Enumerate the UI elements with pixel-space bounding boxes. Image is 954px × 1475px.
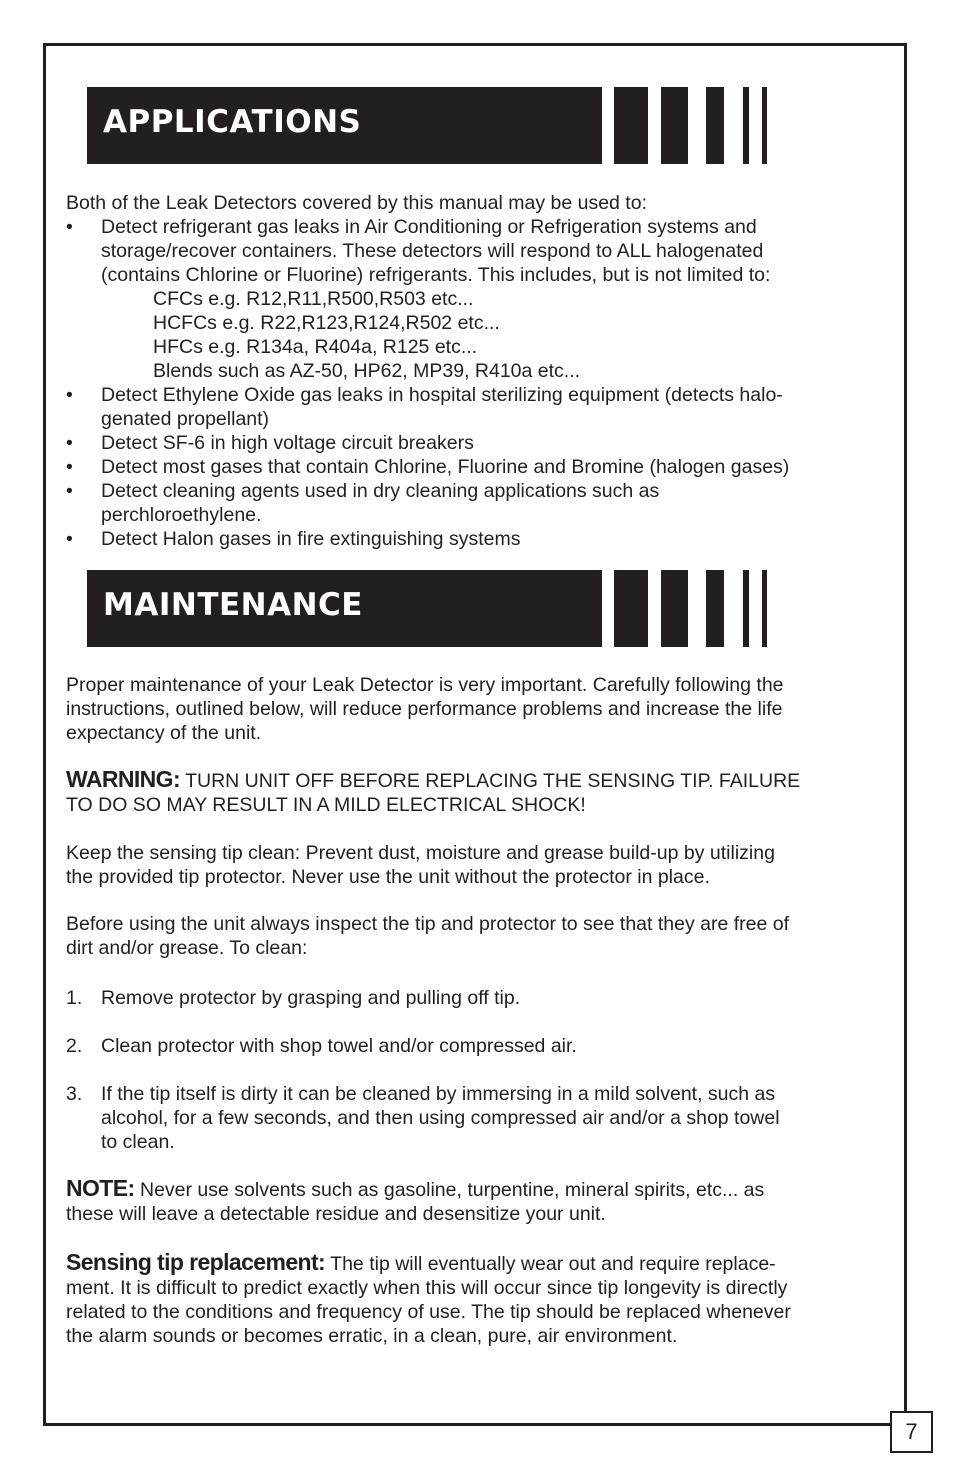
banner-stripe (706, 570, 724, 647)
warning-label: WARNING: (66, 766, 181, 792)
banner-stripe (661, 570, 688, 647)
cleaning-step-1: 1. Remove protector by grasping and pulling off tip. (66, 987, 521, 1009)
tip-replacement-label: Sensing tip replacement: (66, 1249, 326, 1275)
banner-stripe (762, 570, 767, 647)
page-number: 7 (890, 1411, 933, 1453)
bullet-refrigerant-leaks: • Detect refrigerant gas leaks in Air Conditioning or Refrigeration systems and storage/recover containers. These detectors will respond to ALL halogenated (contains Chlorine or Fluorine) refrigerants. This includes, but is not limited to: (66, 216, 771, 286)
refrigerant-cfcs: CFCs e.g. R12,R11,R500,R503 etc... (153, 288, 474, 310)
bullet-sf6: • Detect SF-6 in high voltage circuit breakers (66, 432, 474, 454)
maintenance-heading: MAINTENANCE (103, 587, 363, 623)
bullet-halon: • Detect Halon gases in fire extinguishing systems (66, 528, 521, 550)
banner-stripe (743, 87, 749, 164)
tip-replacement-text: The tip will eventually wear out and require replace- (325, 1253, 776, 1275)
keep-clean-paragraph: Keep the sensing tip clean: Prevent dust, moisture and grease build-up by utilizing the provided tip protector. Never use the unit without the protector in place. (66, 842, 775, 888)
maintenance-banner (87, 570, 773, 647)
banner-stripe (706, 87, 724, 164)
applications-banner (87, 87, 773, 164)
bullet-ethylene-oxide: • Detect Ethylene Oxide gas leaks in hospital sterilizing equipment (detects halo- genated propellant) (66, 384, 783, 430)
bullet-marker: • (66, 528, 73, 550)
warning-text: TURN UNIT OFF BEFORE REPLACING THE SENSING TIP. FAILURE (180, 770, 801, 792)
cleaning-step-3: 3. If the tip itself is dirty it can be cleaned by immersing in a mild solvent, such as alcohol, for a few seconds, and then using compressed air and/or a shop towel to clean. (66, 1083, 780, 1153)
refrigerant-hcfcs: HCFCs e.g. R22,R123,R124,R502 etc... (153, 312, 500, 334)
note-label: NOTE: (66, 1175, 135, 1201)
applications-body (66, 191, 891, 551)
cleaning-step-2: 2. Clean protector with shop towel and/or compressed air. (66, 1035, 577, 1057)
before-using-paragraph: Before using the unit always inspect the tip and protector to see that they are free of dirt and/or grease. To clean: (66, 913, 790, 959)
bullet-marker: • (66, 432, 73, 454)
step-number: 2. (66, 1035, 83, 1057)
refrigerant-hfcs: HFCs e.g. R134a, R404a, R125 etc... (153, 336, 478, 358)
step-number: 1. (66, 987, 83, 1009)
banner-stripe (614, 570, 648, 647)
applications-heading: APPLICATIONS (103, 104, 362, 140)
bullet-marker: • (66, 384, 73, 406)
refrigerant-blends: Blends such as AZ-50, HP62, MP39, R410a etc... (153, 360, 581, 382)
banner-stripe (614, 87, 648, 164)
bullet-halogen-gases: • Detect most gases that contain Chlorine, Fluorine and Bromine (halogen gases) (66, 456, 790, 478)
bullet-marker: • (66, 456, 73, 478)
tip-replacement-paragraph: Sensing tip replacement: The tip will eventually wear out and require replace- ment. It is difficult to predict exactly when this will occur since tip longevity is directly related to the conditions and frequency of use. The tip should be replaced whenever the alarm sounds or becomes erratic, in a clean, pure, air environment. (66, 1249, 791, 1347)
bullet-marker: • (66, 480, 73, 502)
banner-stripe (661, 87, 688, 164)
banner-stripe (762, 87, 767, 164)
step-number: 3. (66, 1083, 83, 1105)
bullet-marker: • (66, 216, 73, 238)
maintenance-intro: Proper maintenance of your Leak Detector is very important. Carefully following the instructions, outlined below, will reduce performance problems and increase the life expectancy of the unit. (66, 674, 784, 744)
note-paragraph: NOTE: Never use solvents such as gasoline, turpentine, mineral spirits, etc... as these will leave a detectable residue and desensitize your unit. (66, 1175, 765, 1225)
banner-stripe (743, 570, 749, 647)
warning-paragraph: WARNING: TURN UNIT OFF BEFORE REPLACING THE SENSING TIP. FAILURE TO DO SO MAY RESULT IN A MILD ELECTRICAL SHOCK! (66, 766, 801, 816)
note-text: Never use solvents such as gasoline, turpentine, mineral spirits, etc... as (134, 1179, 765, 1201)
applications-intro: Both of the Leak Detectors covered by this manual may be used to: (66, 192, 647, 214)
bullet-cleaning-agents: • Detect cleaning agents used in dry cleaning applications such as perchloroethylene. (66, 480, 660, 526)
